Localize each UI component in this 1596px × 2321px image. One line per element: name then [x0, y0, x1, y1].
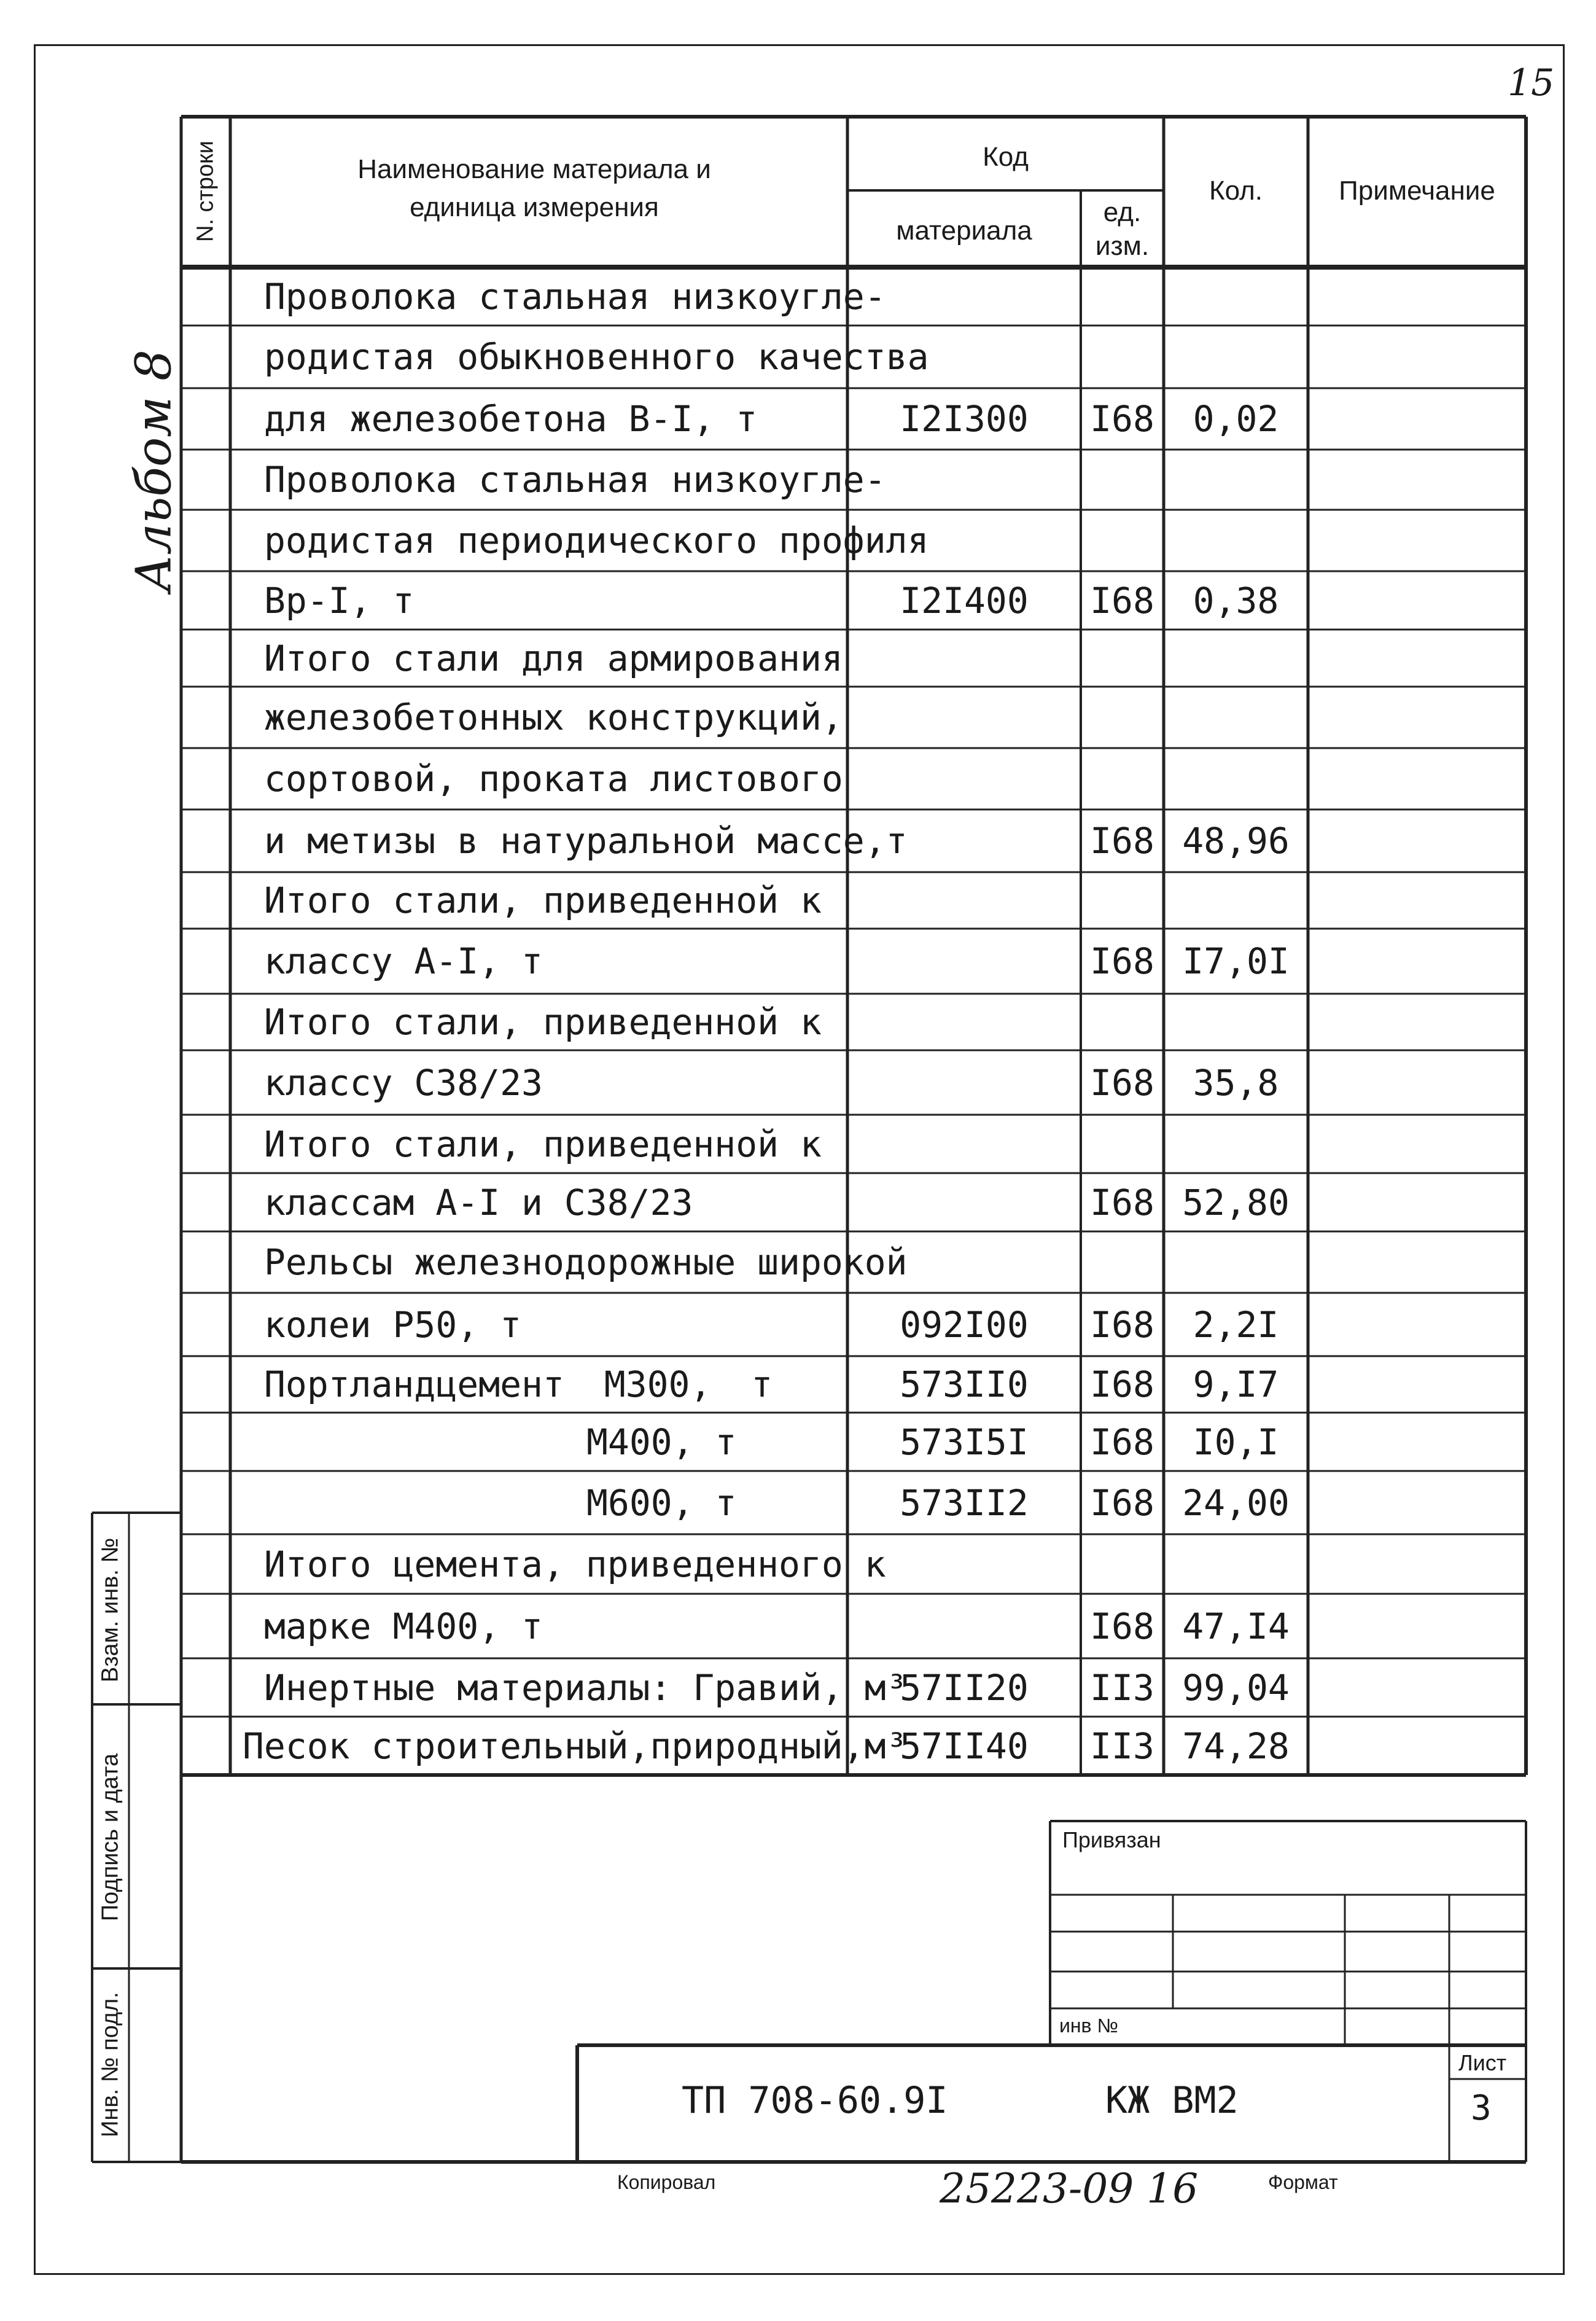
- header-qty: Кол.: [1209, 176, 1263, 206]
- row-code: I2I400: [900, 579, 1029, 622]
- row-qty: 74,28: [1182, 1725, 1290, 1767]
- sheet-number: 3: [1471, 2088, 1492, 2128]
- row-name: Портландцемент М300, т: [264, 1363, 773, 1405]
- row-unit: II3: [1090, 1725, 1154, 1767]
- header-unit: ед. изм.: [1095, 197, 1150, 261]
- row-name: классу С38/23: [264, 1061, 543, 1104]
- row-name: родистая обыкновенного качества: [264, 336, 929, 378]
- row-qty: 0,38: [1193, 579, 1279, 622]
- row-code: 573II2: [900, 1481, 1029, 1524]
- row-unit: I68: [1090, 1605, 1154, 1647]
- header-material: материала: [896, 216, 1032, 246]
- row-unit: I68: [1090, 1421, 1154, 1463]
- row-unit: I68: [1090, 1061, 1154, 1104]
- header-row-number: N. строки: [192, 140, 219, 243]
- row-name: сортовой, проката листового: [264, 758, 843, 800]
- row-code: 092I00: [900, 1303, 1029, 1346]
- header-name: Наименование материала и единица измерения: [357, 154, 711, 222]
- row-unit: I68: [1090, 398, 1154, 440]
- row-qty: 2,2I: [1193, 1303, 1279, 1346]
- doc-code: ТП 708-60.9I: [682, 2079, 948, 2122]
- row-name: марке М400, т: [264, 1605, 543, 1647]
- row-qty: 24,00: [1182, 1481, 1290, 1524]
- row-name: Итого стали, приведенной к: [264, 880, 822, 921]
- sheet-label: Лист: [1458, 2050, 1507, 2075]
- row-name: для железобетона В-I, т: [264, 398, 758, 440]
- row-code: 573II0: [900, 1363, 1029, 1405]
- row-name: Итого стали для армирования: [264, 637, 843, 679]
- row-unit: I68: [1090, 1181, 1154, 1223]
- row-name: Итого стали, приведенной к: [264, 1123, 822, 1165]
- row-name: Песок строительный,природный,м³: [243, 1725, 908, 1767]
- row-qty: 9,I7: [1193, 1363, 1279, 1405]
- header-note: Примечание: [1339, 176, 1495, 206]
- row-name: Проволока стальная низкоугле-: [264, 275, 886, 318]
- footer-kopiroval: Копировал: [617, 2171, 716, 2193]
- row-unit: I68: [1090, 579, 1154, 622]
- doc-mark: КЖ ВМ2: [1105, 2079, 1239, 2122]
- header-code: Код: [983, 142, 1029, 172]
- row-name: классам А-I и С38/23: [264, 1181, 693, 1223]
- row-qty: I7,0I: [1182, 940, 1290, 982]
- row-name: М400, т: [586, 1421, 737, 1463]
- row-name: железобетонных конструкций,: [264, 696, 843, 738]
- row-unit: I68: [1090, 1303, 1154, 1346]
- row-qty: 35,8: [1193, 1061, 1279, 1104]
- row-name: родистая периодического профиля: [264, 520, 929, 561]
- row-qty: 52,80: [1182, 1181, 1290, 1223]
- row-name: Вр-I, т: [264, 579, 415, 622]
- stamp-privyazan: Привязан: [1062, 1827, 1161, 1852]
- row-qty: 99,04: [1182, 1666, 1290, 1709]
- side-label-vzam: Взам. инв. №: [97, 1537, 123, 1683]
- row-code: I2I300: [900, 398, 1029, 440]
- footer-format: Формат: [1268, 2171, 1338, 2193]
- stamp-inv-no: инв №: [1059, 2015, 1118, 2037]
- row-qty: 47,I4: [1182, 1605, 1290, 1647]
- row-name: М600, т: [586, 1481, 737, 1524]
- row-name: Рельсы железнодорожные широкой: [264, 1241, 908, 1283]
- row-unit: I68: [1090, 820, 1154, 862]
- row-name: классу А-I, т: [264, 940, 543, 982]
- album-note: Альбом 8: [125, 349, 182, 592]
- row-name: Итого цемента, приведенного к: [264, 1543, 886, 1585]
- page-number: 15: [1508, 61, 1555, 104]
- row-name: Проволока стальная низкоугле-: [264, 459, 886, 501]
- row-name: Итого стали, приведенной к: [264, 1001, 822, 1043]
- side-label-podpis: Подпись и дата: [97, 1753, 123, 1922]
- row-qty: I0,I: [1193, 1421, 1279, 1463]
- row-qty: 0,02: [1193, 398, 1279, 440]
- side-label-inv-podl: Инв. № подл.: [97, 1992, 123, 2137]
- row-name: Инертные материалы: Гравий, м³: [264, 1666, 908, 1709]
- row-qty: 48,96: [1182, 820, 1290, 862]
- row-unit: I68: [1090, 1481, 1154, 1524]
- row-name: и метизы в натуральной массе,т: [264, 820, 908, 862]
- row-code: 573I5I: [900, 1421, 1029, 1463]
- row-code: 57II40: [900, 1725, 1029, 1767]
- row-unit: II3: [1090, 1666, 1154, 1709]
- row-name: колеи Р50, т: [264, 1303, 522, 1346]
- footer-number: 25223-09 16: [940, 2165, 1199, 2212]
- row-unit: I68: [1090, 1363, 1154, 1405]
- row-code: 57II20: [900, 1666, 1029, 1709]
- row-unit: I68: [1090, 940, 1154, 982]
